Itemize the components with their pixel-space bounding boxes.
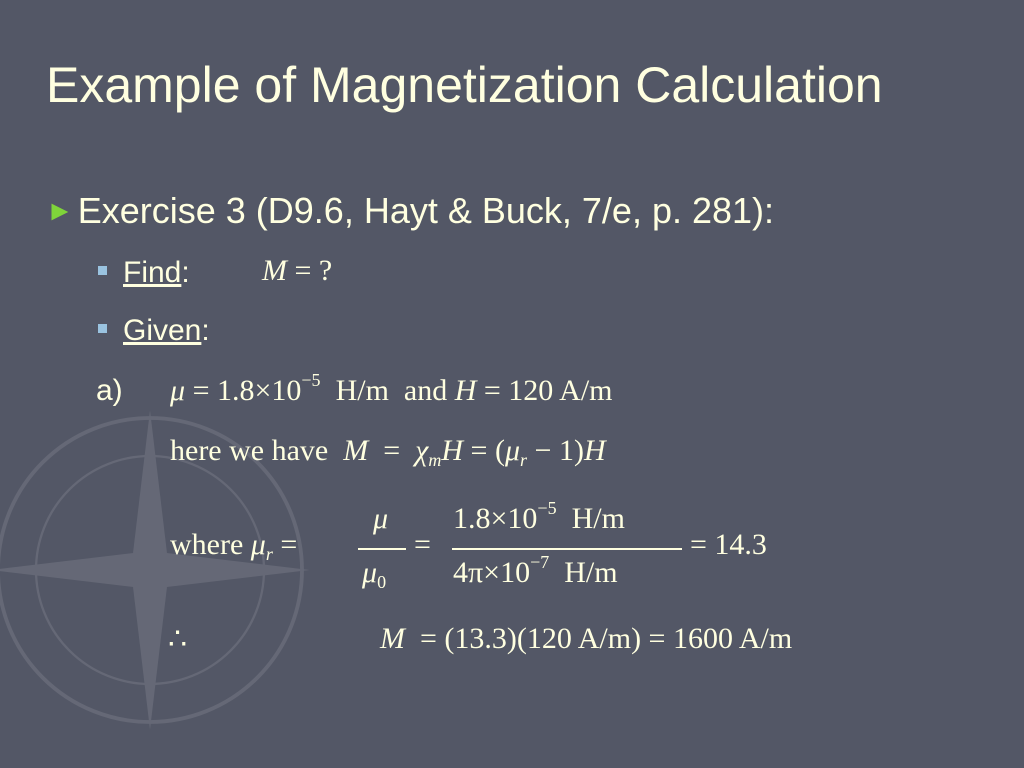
square-bullet-icon bbox=[98, 266, 107, 275]
find-eq-rest: = ? bbox=[287, 254, 333, 287]
here-eq: = bbox=[368, 434, 416, 467]
mu-symbol: μ bbox=[362, 556, 378, 589]
mu-r-sub: r bbox=[520, 450, 528, 470]
find-bullet bbox=[98, 256, 190, 290]
therefore-rest: = (13.3)(120 A/m) = 1600 A/m bbox=[405, 622, 793, 655]
mu-symbol: μ bbox=[250, 528, 266, 561]
find-var-M: M bbox=[262, 254, 287, 287]
mu-symbol: μ bbox=[373, 502, 389, 535]
frac2-denominator bbox=[453, 552, 618, 590]
eq-a-part2: H/m and bbox=[320, 374, 455, 407]
find-label: Find bbox=[123, 256, 182, 289]
mu-symbol: μ bbox=[504, 434, 521, 467]
where-prefix: where bbox=[170, 528, 251, 561]
where-eq: = bbox=[272, 528, 305, 561]
find-equation bbox=[262, 254, 332, 288]
num2-exponent: −5 bbox=[537, 498, 557, 518]
den2-value: 4π×10 bbox=[453, 556, 531, 589]
eq-a-exponent: −5 bbox=[301, 370, 321, 390]
given-colon: : bbox=[201, 314, 210, 347]
equation-here bbox=[170, 434, 606, 468]
therefore-symbol: ∴ bbox=[168, 623, 188, 656]
exercise-text: Exercise 3 (D9.6, Hayt & Buck, 7/e, p. 281): bbox=[77, 190, 775, 231]
H-symbol: H bbox=[441, 434, 464, 467]
mu-0-sub: 0 bbox=[377, 572, 387, 592]
where-result: = 14.3 bbox=[690, 528, 767, 561]
M-symbol: M bbox=[343, 434, 369, 467]
num2-value: 1.8×10 bbox=[453, 502, 538, 535]
H-symbol: H bbox=[454, 374, 477, 407]
num2-unit: H/m bbox=[556, 502, 625, 535]
find-colon: : bbox=[181, 256, 190, 289]
chi-symbol: χ bbox=[415, 434, 429, 467]
frac2-line bbox=[452, 548, 682, 550]
here-rest: = ( bbox=[463, 434, 505, 467]
M-symbol: M bbox=[380, 622, 405, 655]
frac1-denominator bbox=[362, 556, 386, 590]
slide-title: Example of Magnetization Calculation bbox=[46, 57, 883, 113]
mu-symbol: μ bbox=[170, 374, 186, 407]
mu-r-sub: r bbox=[265, 544, 273, 564]
exercise-bullet bbox=[46, 190, 774, 232]
where-lhs bbox=[170, 528, 305, 562]
chi-sub: m bbox=[428, 450, 442, 470]
right-arrow-icon: ► bbox=[46, 195, 74, 226]
item-a-label: a) bbox=[96, 374, 123, 407]
den2-unit: H/m bbox=[549, 556, 618, 589]
equation-a bbox=[170, 370, 613, 408]
eq-a-part3: = 120 A/m bbox=[476, 374, 613, 407]
therefore-equation bbox=[380, 622, 792, 656]
given-label: Given bbox=[123, 314, 202, 347]
H-symbol: H bbox=[583, 434, 606, 467]
den2-exponent: −7 bbox=[530, 552, 550, 572]
here-rest2: − 1) bbox=[527, 434, 584, 467]
where-eq2: = bbox=[414, 528, 431, 561]
given-bullet bbox=[98, 314, 210, 348]
eq-a-part1: = 1.8×10 bbox=[185, 374, 302, 407]
here-prefix: here we have bbox=[170, 434, 344, 467]
frac2-numerator bbox=[453, 498, 625, 536]
frac1-line bbox=[358, 548, 406, 550]
frac1-numerator bbox=[373, 502, 388, 536]
square-bullet-icon bbox=[98, 324, 107, 333]
